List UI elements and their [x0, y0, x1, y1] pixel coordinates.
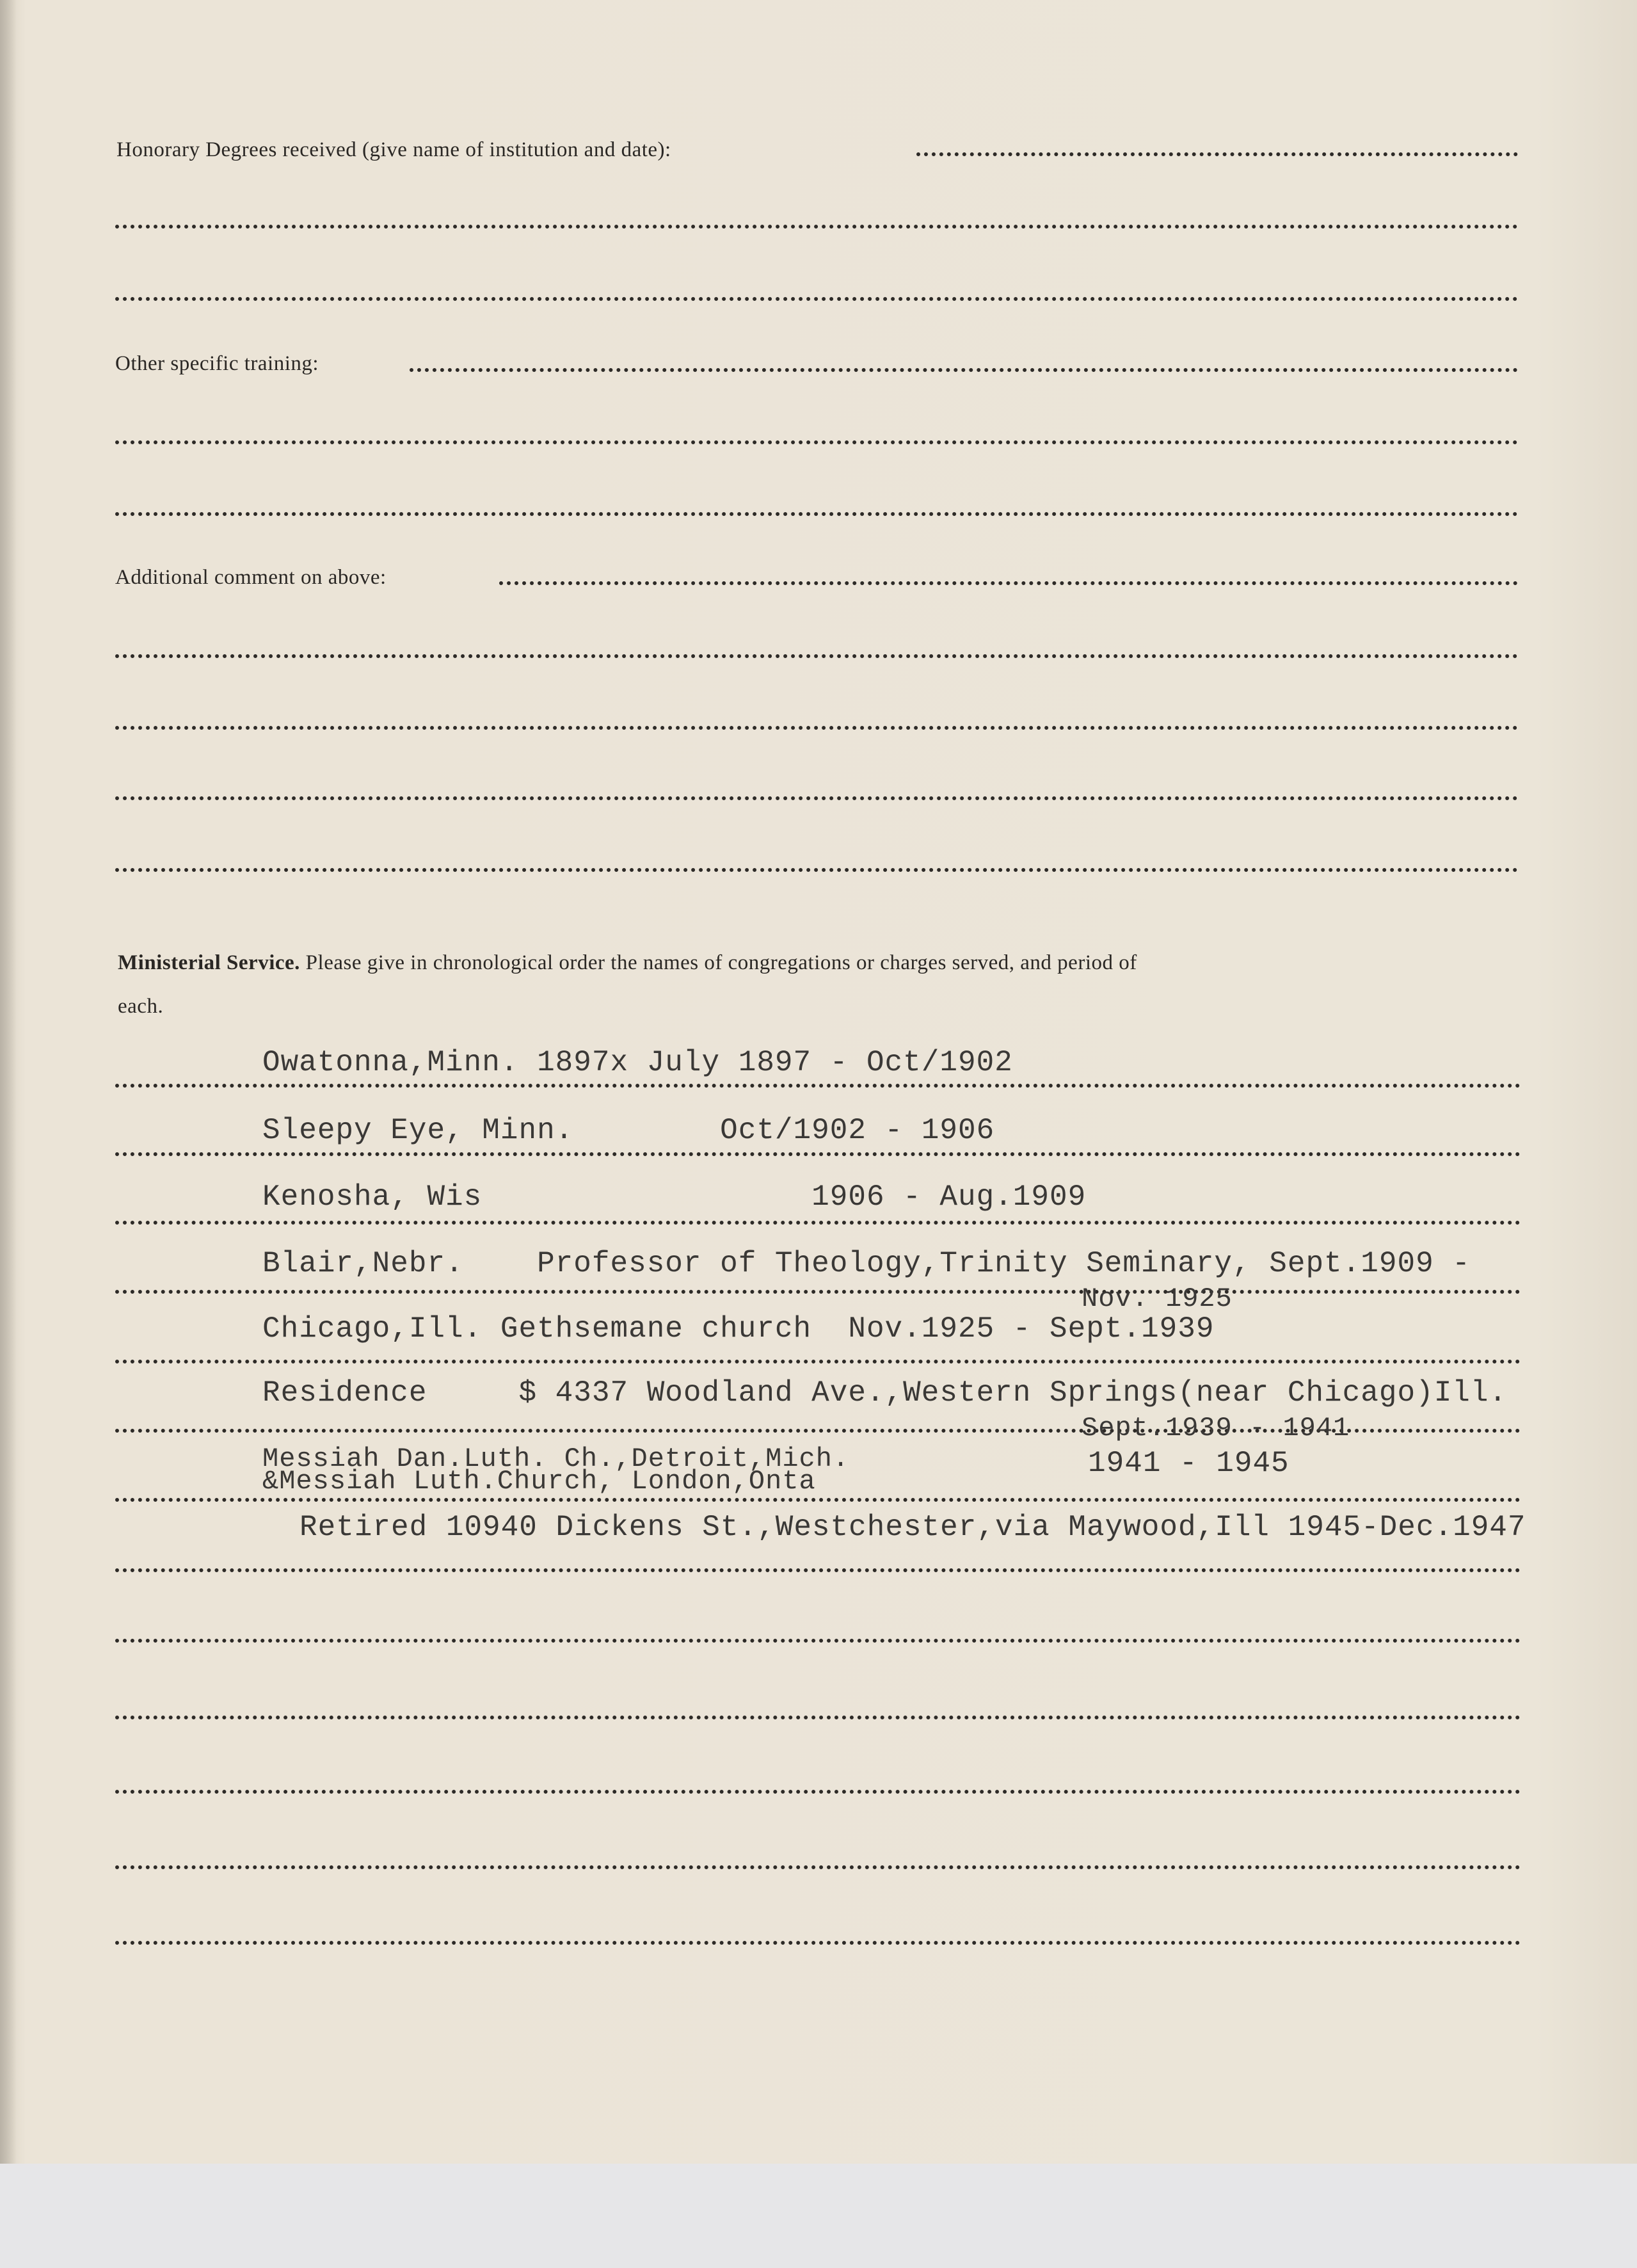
other-training-line-3[interactable] [115, 512, 1518, 516]
additional-comment-line-4[interactable] [115, 796, 1518, 800]
service-entry-messiah-dates: 1941 - 1945 [1088, 1447, 1290, 1480]
page-edge-shadow [0, 0, 17, 2164]
service-entry-chicago: Chicago,Ill. Gethsemane church Nov.1925 - Sept.1939 [262, 1312, 1215, 1346]
honorary-degrees-line-2[interactable] [115, 225, 1518, 229]
service-entry-retired: Retired 10940 Dickens St.,Westchester,via Maywood,Ill 1945-Dec.1947 [299, 1511, 1526, 1544]
service-line-7[interactable] [115, 1498, 1521, 1502]
service-entry-sleepy-eye: Sleepy Eye, Minn. Oct/1902 - 1906 [262, 1114, 995, 1147]
service-entry-residence: Residence $ 4337 Woodland Ave.,Western Springs(near Chicago)Ill. [262, 1376, 1508, 1410]
service-entry-blair-end-date: Nov. 1925 [1082, 1283, 1233, 1314]
service-line-10[interactable] [115, 1716, 1521, 1719]
honorary-degrees-field[interactable] [916, 152, 1518, 156]
service-line-3[interactable] [115, 1221, 1521, 1225]
service-line-12[interactable] [115, 1865, 1521, 1869]
scan-background [0, 2164, 1637, 2268]
service-line-2[interactable] [115, 1152, 1521, 1156]
additional-comment-line-2[interactable] [115, 654, 1518, 658]
honorary-degrees-line-3[interactable] [115, 297, 1518, 301]
service-line-5[interactable] [115, 1360, 1521, 1363]
service-entry-messiah-detroit: Messiah Dan.Luth. Ch.,Detroit,Mich. [262, 1444, 850, 1474]
service-line-11[interactable] [115, 1790, 1521, 1794]
service-line-13[interactable] [115, 1941, 1521, 1945]
service-line-8[interactable] [115, 1568, 1521, 1572]
service-entry-residence-dates: Sept.1939 - 1941 [1082, 1413, 1350, 1444]
other-training-label: Other specific training: [115, 352, 319, 375]
other-training-line-2[interactable] [115, 440, 1518, 444]
additional-comment-line-5[interactable] [115, 868, 1518, 872]
ministerial-service-heading: Ministerial Service. [118, 951, 300, 974]
honorary-degrees-label: Honorary Degrees received (give name of institution and date): [116, 138, 671, 161]
ministerial-service-instructions-line-2: each. [118, 995, 164, 1018]
service-line-1[interactable] [115, 1084, 1521, 1088]
service-entry-messiah-london: &Messiah Luth.Church, London,Onta [262, 1466, 816, 1497]
service-line-4[interactable] [115, 1290, 1521, 1294]
service-entry-blair: Blair,Nebr. Professor of Theology,Trinity Seminary, Sept.1909 - [262, 1247, 1471, 1280]
ministerial-service-instructions-line-1: Please give in chronological order the names of congregations or charges served, and period of [305, 951, 1137, 974]
ministerial-service-instructions [118, 951, 1137, 975]
additional-comment-line-3[interactable] [115, 726, 1518, 730]
service-entry-kenosha: Kenosha, Wis 1906 - Aug.1909 [262, 1180, 1087, 1214]
additional-comment-label: Additional comment on above: [115, 566, 387, 589]
service-entry-owatonna: Owatonna,Minn. 1897x July 1897 - Oct/1902 [262, 1046, 1013, 1079]
other-training-field[interactable] [410, 368, 1518, 372]
service-line-9[interactable] [115, 1639, 1521, 1643]
additional-comment-field[interactable] [499, 581, 1518, 585]
